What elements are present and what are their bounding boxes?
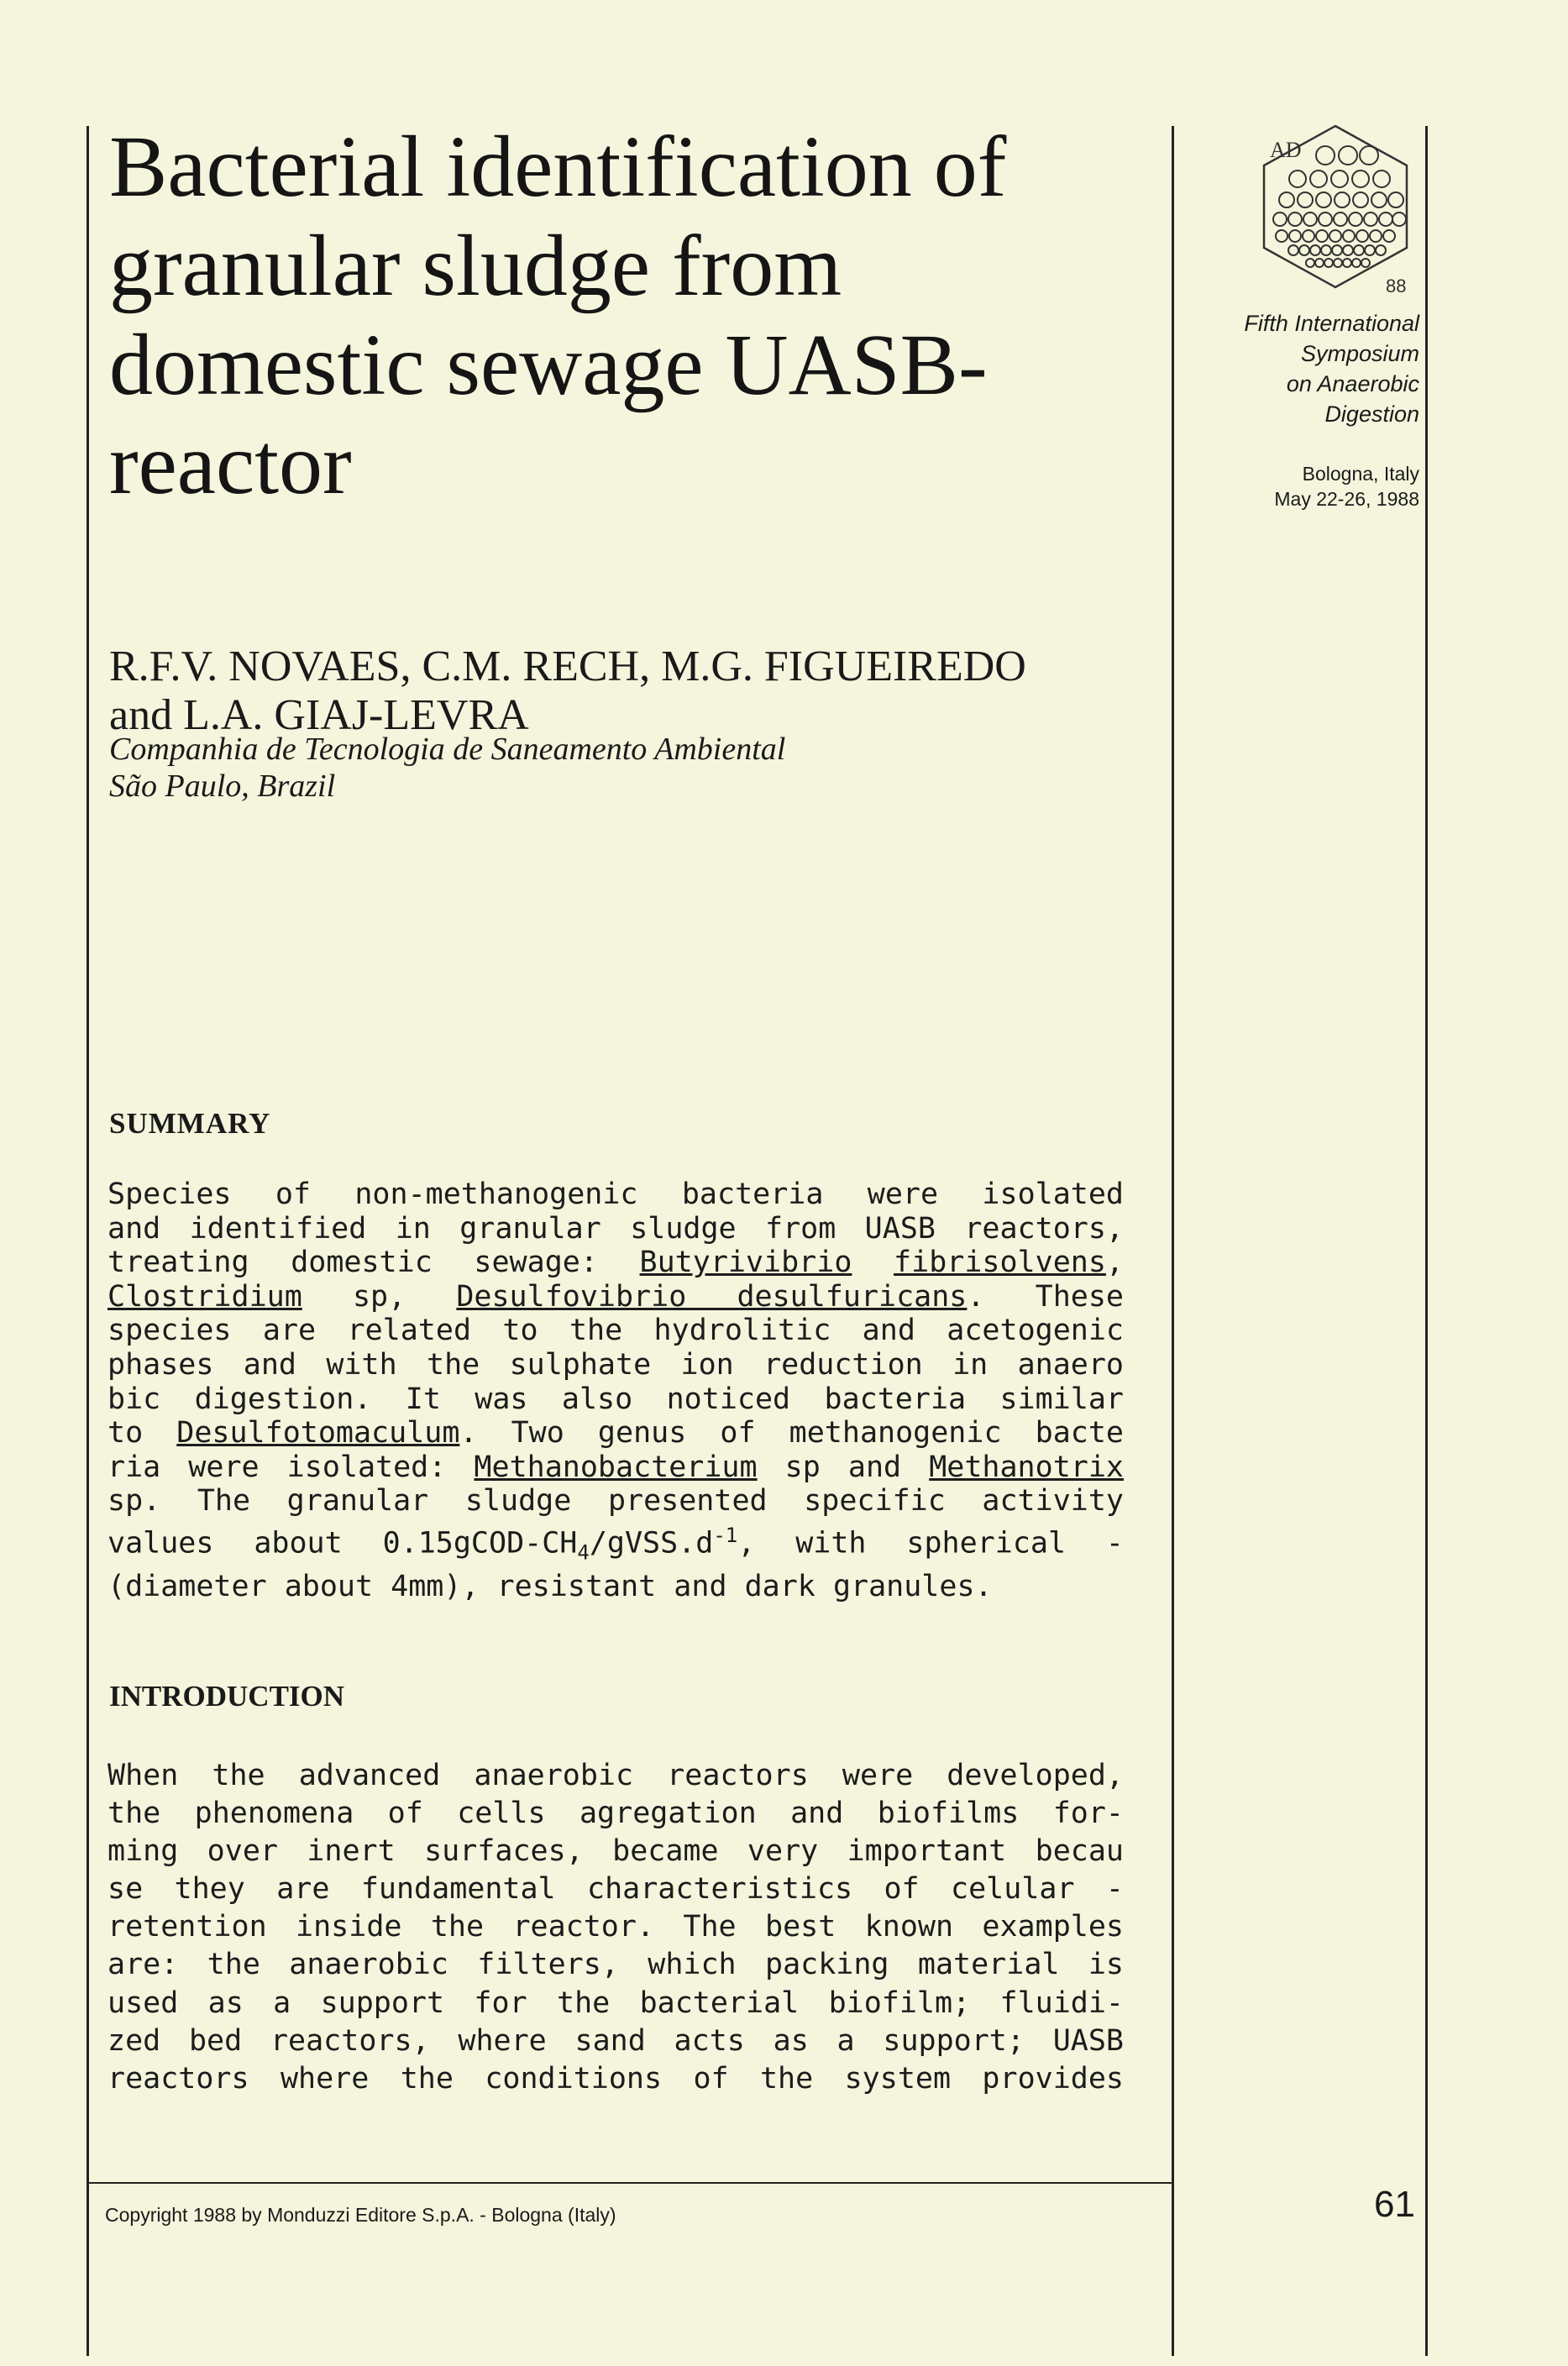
logo-bubble (1276, 230, 1287, 242)
logo-bubble (1339, 146, 1357, 165)
right-margin-rule (1425, 126, 1428, 2356)
logo-bubble (1334, 259, 1342, 267)
logo-bubble (1329, 230, 1341, 242)
logo-bubble (1349, 212, 1362, 226)
logo-bubble (1365, 245, 1375, 255)
paper-title: Bacterial identification of granular sludge from domestic sewage UASB-reactor (109, 118, 1007, 512)
authors: R.F.V. NOVAES, C.M. RECH, M.G. FIGUEIREDO and L.A. GIAJ-LEVRA (109, 643, 1026, 739)
logo-bubble (1289, 170, 1306, 187)
copyright-notice: Copyright 1988 by Monduzzi Editore S.p.A. - Bologna (Italy) (105, 2204, 616, 2226)
summary-line: species are related to the hydrolitic and acetogenic (108, 1314, 1124, 1348)
symposium-block (1176, 122, 1419, 511)
summary-line: (diameter about 4mm), resistant and dark granules. (108, 1570, 993, 1604)
introduction-body (108, 1757, 1124, 2098)
intro-line: the phenomena of cells agregation and biofilms for- (108, 1797, 1124, 1831)
introduction-heading: INTRODUCTION (109, 1680, 345, 1713)
logo-bubble (1388, 192, 1403, 207)
logo-bubble (1361, 259, 1370, 267)
summary-line: sp. The granular sludge presented specific activity (108, 1484, 1124, 1519)
logo-bubble (1360, 146, 1378, 165)
intro-line: ming over inert surfaces, became very important becau (108, 1834, 1124, 1869)
logo-bubble (1356, 230, 1368, 242)
logo-bubble (1299, 245, 1309, 255)
footer-rule (87, 2182, 1174, 2184)
logo-bubble (1353, 192, 1368, 207)
symposium-logo-icon (1251, 122, 1419, 298)
intro-line: reactors where the conditions of the system provides (108, 2061, 1124, 2096)
logo-bubble (1310, 245, 1320, 255)
logo-bubble (1334, 212, 1347, 226)
logo-bubble (1352, 170, 1369, 187)
symposium-dates: May 22-26, 1988 (1274, 488, 1419, 510)
page-number: 61 (1374, 2184, 1415, 2225)
logo-bubble (1354, 245, 1364, 255)
logo-bubble (1370, 230, 1382, 242)
intro-line: When the advanced anaerobic reactors were developed, (108, 1759, 1124, 1792)
logo-bubble (1303, 230, 1314, 242)
logo-bubble (1343, 259, 1351, 267)
intro-line: retention inside the reactor. The best known examples (108, 1910, 1124, 1944)
intro-line: se they are fundamental characteristics of celular - (108, 1872, 1124, 1907)
logo-bubble (1288, 245, 1298, 255)
summary-line: Clostridium sp, Desulfovibrio desulfuricans. These (108, 1279, 1124, 1314)
intro-line: are: the anaerobic filters, which packing material is (108, 1948, 1124, 1982)
logo-bubble (1352, 259, 1361, 267)
summary-heading: SUMMARY (109, 1107, 271, 1140)
logo-bubble (1364, 212, 1377, 226)
symposium-location: Bologna, Italy (1302, 463, 1419, 485)
logo-bubble (1392, 212, 1406, 226)
column-divider-rule (1172, 126, 1174, 2356)
logo-bubble (1319, 212, 1332, 226)
logo-bubble (1324, 259, 1333, 267)
symposium-venue (1176, 461, 1419, 511)
summary-body (108, 1178, 1124, 1604)
logo-bubble (1310, 170, 1327, 187)
summary-line: ria were isolated: Methanobacterium sp and Methanotrix (108, 1450, 1124, 1484)
logo-bubble (1331, 170, 1348, 187)
logo-bubble (1343, 230, 1355, 242)
logo-bubble (1306, 259, 1314, 267)
logo-bubble (1332, 245, 1342, 255)
affiliation: Companhia de Tecnologia de Saneamento Ambiental São Paulo, Brazil (109, 732, 786, 804)
logo-bubble (1289, 230, 1301, 242)
logo-bubble (1316, 146, 1335, 165)
logo-bubble (1279, 192, 1294, 207)
summary-line: to Desulfotomaculum. Two genus of methanogenic bacte (108, 1416, 1124, 1451)
logo-bubble (1316, 230, 1328, 242)
summary-line: bic digestion. It was also noticed bacteria similar (108, 1382, 1124, 1416)
summary-line: values about $0.15gCOD-CH_4/gVSS.d^{-1}$, with spherical - (108, 1523, 1124, 1565)
logo-bubble (1273, 212, 1287, 226)
intro-line: zed bed reactors, where sand acts as a support; UASB (108, 2023, 1124, 2058)
logo-bubble (1373, 170, 1390, 187)
logo-bubble (1298, 192, 1313, 207)
intro-line: used as a support for the bacterial biofilm; fluidi- (108, 1986, 1124, 2020)
logo-label: AD (1270, 138, 1302, 162)
logo-bubble (1315, 259, 1324, 267)
logo-year: 88 (1386, 275, 1407, 296)
symposium-name: Fifth International Symposium on Anaerobic Digestion (1244, 311, 1419, 427)
logo-bubble (1383, 230, 1395, 242)
summary-line: phases and with the sulphate ion reduction in anaero (108, 1347, 1124, 1382)
logo-bubble (1321, 245, 1331, 255)
logo-bubble (1335, 192, 1350, 207)
logo-bubble (1288, 212, 1302, 226)
logo-bubble (1343, 245, 1353, 255)
summary-line: treating domestic sewage: Butyrivibrio fibrisolvens, (108, 1246, 1124, 1280)
summary-line: and identified in granular sludge from UASB reactors, (108, 1211, 1124, 1246)
logo-bubble (1371, 192, 1387, 207)
logo-bubble (1316, 192, 1331, 207)
summary-line: Species of non-methanogenic bacteria were isolated (108, 1178, 1124, 1211)
logo-bubble (1379, 212, 1392, 226)
logo-bubble (1303, 212, 1317, 226)
left-margin-rule (87, 126, 89, 2356)
logo-bubble (1376, 245, 1386, 255)
